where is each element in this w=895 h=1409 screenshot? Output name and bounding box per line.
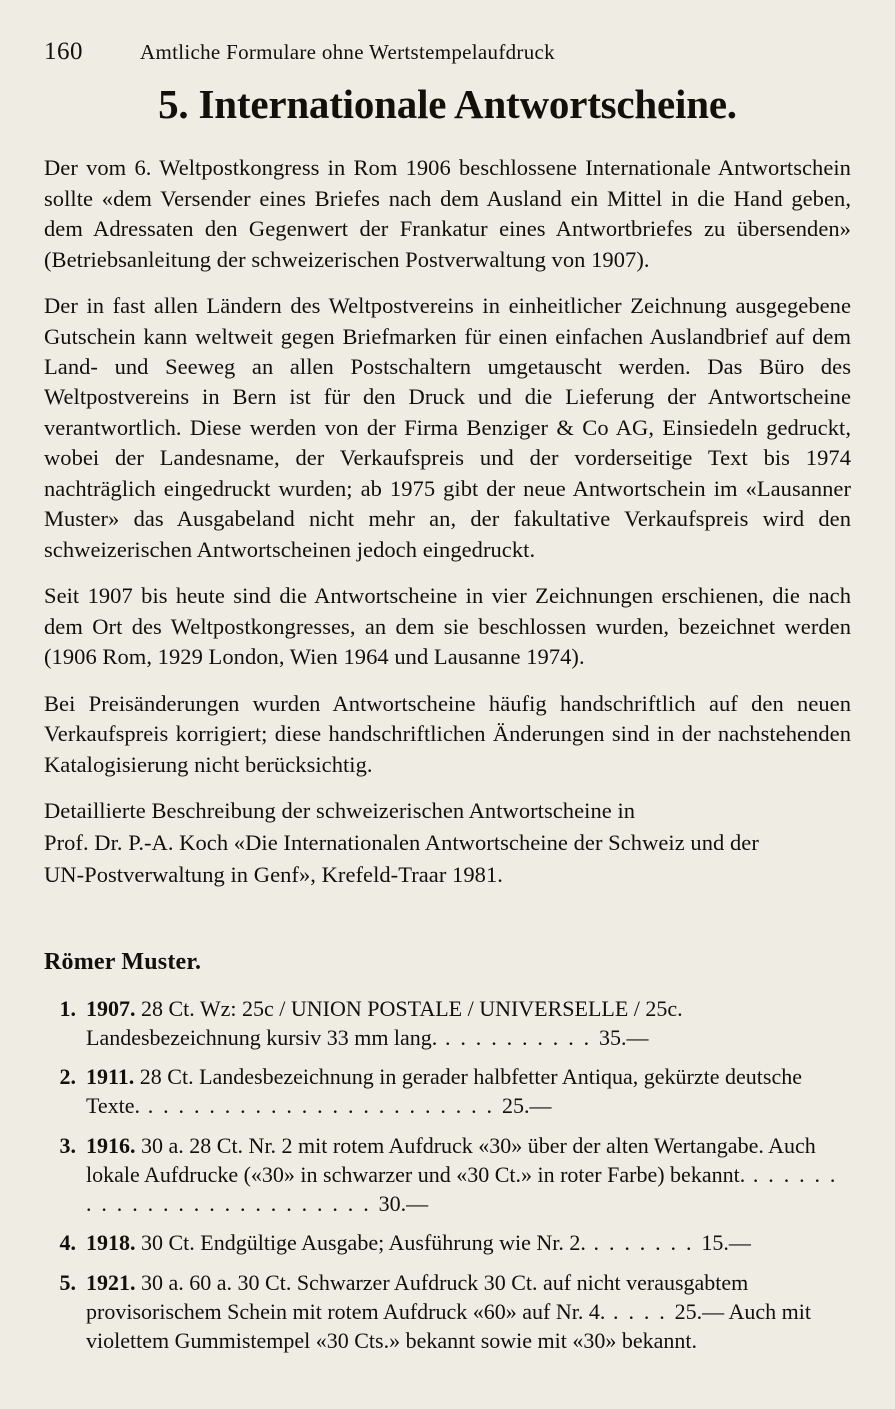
catalog-description: 30 a. 28 Ct. Nr. 2 mit rotem Aufdruck «30» über der alten Wertangabe. Auch lokale Aufdrucke («30» in schwarzer und «30 Ct.» in roter Farbe) bekannt. (86, 1132, 816, 1187)
catalog-price: 25.— (501, 1093, 552, 1119)
catalog-year: 1911. (86, 1064, 135, 1090)
catalog-price: 35.— (599, 1024, 649, 1050)
catalog-description: 30 a. 60 a. 30 Ct. Schwarzer Aufdruck 30 Ct. auf nicht verausgabtem provisorischem Schein mit rotem Aufdruck «60» auf Nr. 4. (86, 1269, 749, 1324)
running-head-title: Amtliche Formulare ohne Wertstempelaufdruck (140, 40, 555, 64)
paragraph-2: Der in fast allen Ländern des Weltpostvereins in einheitlicher Zeichnung ausgegebene Gutschein kann weltweit gegen Briefmarken für einen einfachen Auslandbrief auf dem Land- und Seeweg an allen Postschaltern umgetauscht werden. Das Büro des Weltpostvereins in Bern ist für den Druck und die Lieferung der Antwortscheine verantwortlich. Diese werden von der Firma Benziger & Co AG, Einsiedeln gedruckt, wobei der Landesname, der Verkaufspreis und der vorderseitige Text bis 1974 nachträglich eingedruckt wurden; ab 1975 gibt der neue Antwortschein im «Lausanner Muster» das Ausgabeland nicht mehr an, der fakultative Verkaufspreis wird den schweizerischen Antwortscheinen jedoch eingedruckt. (44, 293, 851, 562)
section-title-roemer-muster: Römer Muster. (44, 948, 202, 975)
list-item (44, 994, 851, 1053)
catalog-note: Auch mit violettem Gummistempel «30 Cts.» bekannt sowie mit «30» bekannt. (86, 1298, 811, 1354)
page-number: 160 (44, 38, 83, 65)
catalog-leader: . . . . . . . . . . . . . . . . . . . . . . . . . (86, 1161, 838, 1217)
list-item (44, 1062, 851, 1121)
chapter-title: 5. Internationale Antwortscheine. (158, 81, 737, 127)
catalog-entry-body (86, 1062, 851, 1121)
catalog-number: 2. (59, 1064, 76, 1090)
catalog-year: 1921. (86, 1269, 136, 1295)
paragraph-3: Seit 1907 bis heute sind die Antwortscheine in vier Zeichnungen erschienen, die nach dem Ort des Weltpostkongresses, an dem sie beschlossen wurden, bezeichnet werden (1906 Rom, 1929 London, Wien 1964 und Lausanne 1974). (44, 583, 851, 670)
catalog-number: 3. (59, 1132, 76, 1158)
catalog-entry-body (86, 1131, 851, 1219)
catalog-leader: . . . . . . . (585, 1230, 702, 1256)
catalog-description: 28 Ct. Landesbezeichnung in gerader halbfetter Antiqua, gekürzte deutsche Texte. (86, 1064, 802, 1119)
catalog-leader: . . . . (605, 1298, 675, 1324)
catalog-year: 1916. (86, 1132, 136, 1158)
catalog-price: 25.— (674, 1298, 725, 1324)
catalog-price: 30.— (378, 1191, 429, 1217)
catalog-entry-body (86, 1268, 851, 1356)
catalog-year: 1918. (86, 1230, 136, 1256)
running-header (44, 38, 851, 66)
reference-line-2: Prof. Dr. P.-A. Koch «Die Internationalen Antwortscheine der Schweiz und der (44, 830, 759, 856)
catalog-price: 15.— (701, 1230, 751, 1256)
paragraph-1: Der vom 6. Weltpostkongress in Rom 1906 beschlossene Internationale Antwortschein sollte «dem Versender eines Briefes nach dem Ausland ein Mittel in die Hand geben, dem Adressaten den Gegenwert der Frankatur eines Antwortbriefes zu übersenden» (Betriebsanleitung der schweizerischen Postverwaltung von 1907). (44, 155, 851, 272)
catalog-list (44, 994, 851, 1356)
reference-line-3: UN-Postverwaltung in Genf», Krefeld-Traar 1981. (44, 862, 503, 888)
list-item (44, 1268, 851, 1356)
catalog-leader: . . . . . . . . . . (437, 1024, 600, 1050)
paragraph-4: Bei Preisänderungen wurden Antwortscheine häufig handschriftlich auf den neuen Verkaufspreis korrigiert; diese handschriftlichen Änderungen sind in der nachstehenden Katalogisierung nicht berücksichtig. (44, 690, 851, 777)
catalog-number: 5. (59, 1269, 76, 1295)
list-item (44, 1131, 851, 1219)
catalog-entry-body (86, 1228, 851, 1257)
catalog-description: 28 Ct. Wz: 25c / UNION POSTALE / UNIVERSELLE / 25c. Landesbezeichnung kursiv 33 mm lang. (86, 995, 683, 1050)
catalog-number: 1. (59, 995, 76, 1021)
catalog-description: 30 Ct. Endgültige Ausgabe; Ausführung wie Nr. 2. (135, 1230, 586, 1256)
catalog-year: 1907. (86, 995, 136, 1021)
catalog-number: 4. (59, 1230, 76, 1256)
reference-line-1: Detaillierte Beschreibung der schweizerischen Antwortscheine in (44, 798, 636, 824)
catalog-leader: . . . . . . . . . . . . . . . . . . . . . . . (140, 1093, 502, 1119)
catalog-entry-body (86, 994, 851, 1053)
list-item (44, 1228, 851, 1257)
